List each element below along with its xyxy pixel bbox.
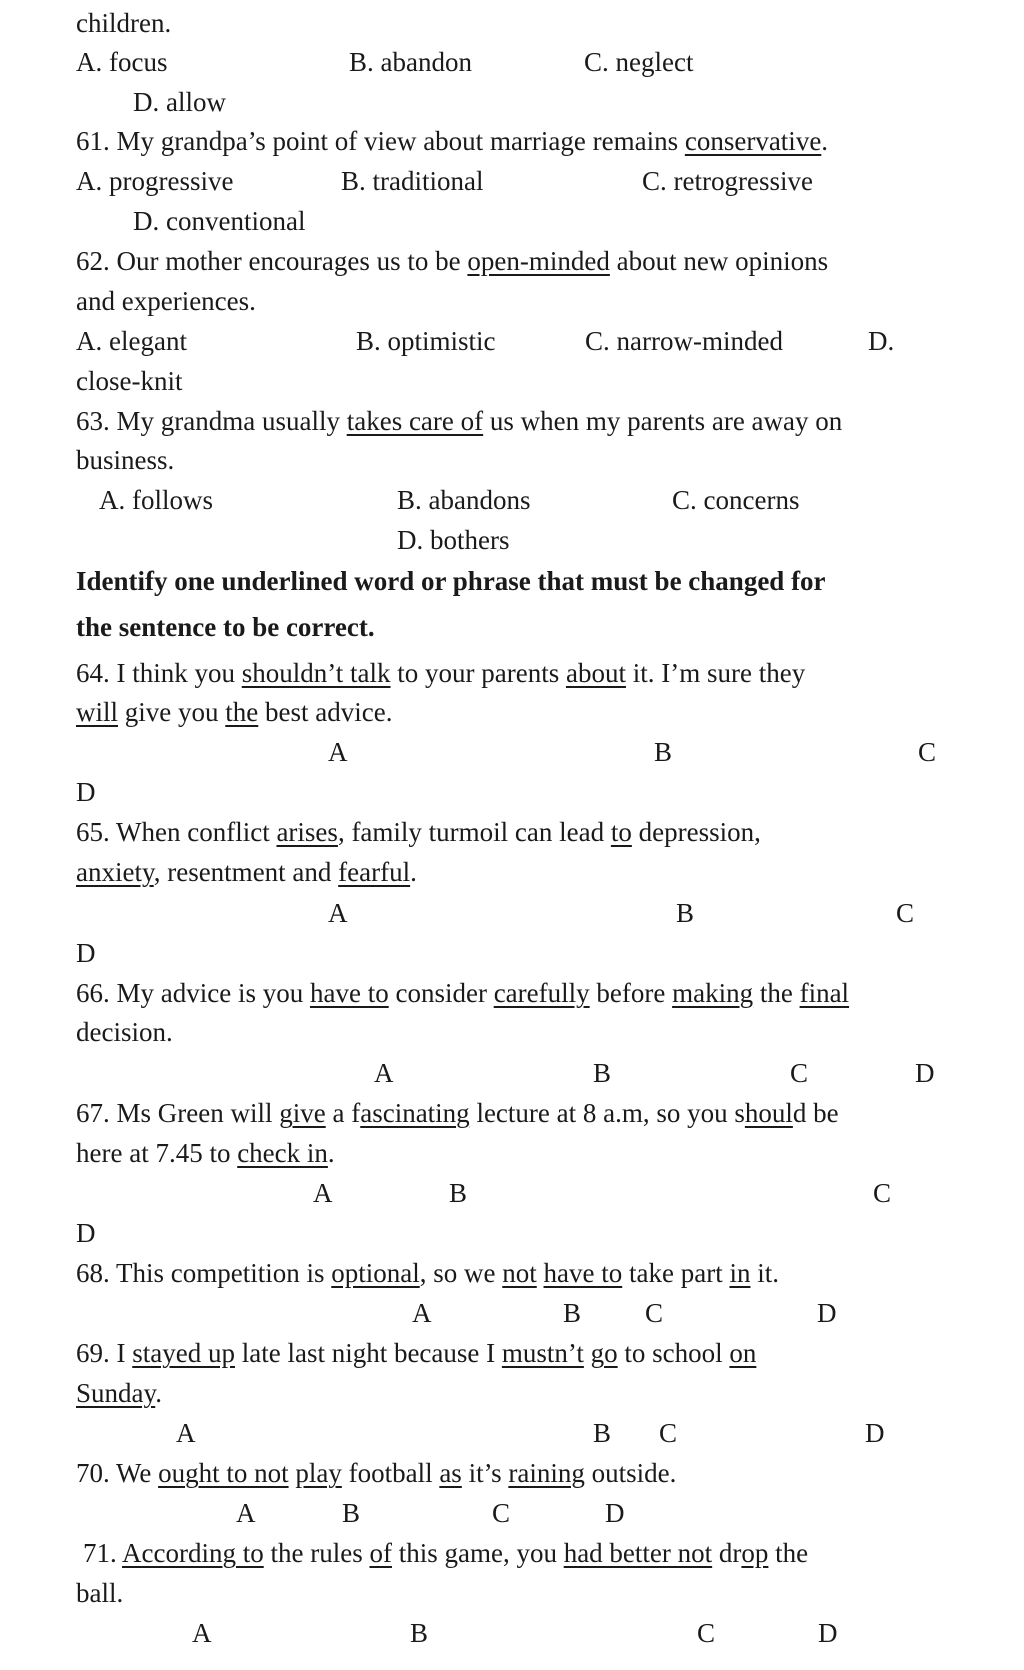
q70-underlined-b: play bbox=[295, 1458, 342, 1488]
q66-label-a: A bbox=[374, 1058, 394, 1088]
q69-underlined-d: on bbox=[729, 1338, 757, 1368]
q70-label-a: A bbox=[236, 1498, 256, 1528]
q71-stem: 71. According to the rules of this game, you had better not drop the bbox=[83, 1538, 809, 1568]
q69-underlined-a: stayed up bbox=[132, 1338, 235, 1368]
q70-label-c: C bbox=[492, 1498, 511, 1528]
section-instruction-line2: the sentence to be correct. bbox=[76, 612, 375, 642]
q61-stem: 61. My grandpa’s point of view about marriage remains conservative. bbox=[76, 126, 829, 156]
q68-stem: 68. This competition is optional, so we not have to take part in it. bbox=[76, 1258, 779, 1288]
q63-option-d: D. bothers bbox=[397, 525, 510, 555]
q68-underlined-d: in bbox=[729, 1258, 751, 1288]
q64-stem: 64. I think you shouldn’t talk to your parents about it. I’m sure they bbox=[76, 658, 806, 688]
q67-stem: 67. Ms Green will give a fascinating lecture at 8 a.m, so you should be bbox=[76, 1098, 839, 1128]
q63-stem-line2: business. bbox=[76, 445, 175, 475]
q62-option-c: C. narrow-minded bbox=[585, 326, 783, 356]
q65-stem-line2: anxiety, resentment and fearful. bbox=[76, 857, 417, 887]
q68-underlined-c: have to bbox=[543, 1258, 623, 1288]
q71-underlined-a: According to bbox=[122, 1538, 264, 1568]
q60-option-a: A. focus bbox=[76, 47, 168, 77]
q66-label-d: D bbox=[915, 1058, 935, 1088]
q66-label-c: C bbox=[790, 1058, 809, 1088]
q60-stem-tail: children. bbox=[76, 8, 172, 38]
q67-underlined-a: give bbox=[279, 1098, 326, 1128]
q68-label-a: A bbox=[412, 1298, 432, 1328]
q60-option-b: B. abandon bbox=[349, 47, 472, 77]
q69-underlined-d2: Sunday bbox=[76, 1378, 156, 1408]
q70-underlined-a: ought to not bbox=[158, 1458, 289, 1488]
q65-underlined-a: arises bbox=[276, 817, 338, 847]
q65-label-a: A bbox=[328, 898, 348, 928]
q63-option-b: B. abandons bbox=[397, 485, 531, 515]
q61-option-b: B. traditional bbox=[341, 166, 484, 196]
q71-label-b: B bbox=[410, 1618, 429, 1648]
q71-stem-line2: ball. bbox=[76, 1578, 124, 1608]
q62-option-b: B. optimistic bbox=[356, 326, 496, 356]
q65-underlined-c: anxiety bbox=[76, 857, 154, 887]
q64-label-c: C bbox=[918, 737, 937, 767]
q64-label-d: D bbox=[76, 777, 96, 807]
q62-stem-line2: and experiences. bbox=[76, 286, 256, 316]
q66-underlined-d: final bbox=[799, 978, 850, 1008]
q67-label-a: A bbox=[313, 1178, 333, 1208]
q67-underlined-d: check in bbox=[237, 1138, 328, 1168]
q67-label-c: C bbox=[873, 1178, 892, 1208]
q65-label-d: D bbox=[76, 938, 96, 968]
q71-underlined-b: of bbox=[369, 1538, 392, 1568]
q60-option-d: D. allow bbox=[133, 87, 226, 117]
q62-stem: 62. Our mother encourages us to be open-minded about new opinions bbox=[76, 246, 829, 276]
q71-underlined-d: op bbox=[741, 1538, 769, 1568]
q67-stem-line2: here at 7.45 to check in. bbox=[76, 1138, 335, 1168]
q68-label-d: D bbox=[817, 1298, 837, 1328]
q66-underlined-a: have to bbox=[309, 978, 389, 1008]
q65-underlined-d: fearful bbox=[338, 857, 411, 887]
q67-underlined-b: ascinating bbox=[360, 1098, 470, 1128]
q65-underlined-b: to bbox=[610, 817, 632, 847]
q68-underlined-a: optional bbox=[331, 1258, 420, 1288]
q69-underlined-c: go bbox=[590, 1338, 618, 1368]
q69-label-a: A bbox=[176, 1418, 196, 1448]
q61-option-d: D. conventional bbox=[133, 206, 306, 236]
section-instruction-line1: Identify one underlined word or phrase that must be changed for bbox=[76, 566, 826, 596]
q70-stem: 70. We ought to not play football as it’s raining outside. bbox=[76, 1458, 677, 1488]
q71-underlined-c: had better not bbox=[563, 1538, 713, 1568]
q63-option-a: A. follows bbox=[99, 485, 213, 515]
q63-stem: 63. My grandma usually takes care of us when my parents are away on bbox=[76, 406, 843, 436]
q69-label-b: B bbox=[593, 1418, 612, 1448]
q64-underlined-b: about bbox=[565, 658, 626, 688]
q64-underlined-a: shouldn’t talk bbox=[241, 658, 391, 688]
q64-underlined-c: will bbox=[76, 697, 119, 727]
q65-label-b: B bbox=[676, 898, 695, 928]
q64-stem-line2: will give you the best advice. bbox=[76, 697, 393, 727]
q64-label-b: B bbox=[654, 737, 673, 767]
q64-label-a: A bbox=[328, 737, 348, 767]
q66-underlined-b: carefully bbox=[493, 978, 590, 1008]
q63-underlined: takes care of bbox=[346, 406, 484, 436]
q60-option-c: C. neglect bbox=[584, 47, 694, 77]
q61-option-a: A. progressive bbox=[76, 166, 234, 196]
q69-label-c: C bbox=[659, 1418, 678, 1448]
q66-underlined-c: making bbox=[672, 978, 754, 1008]
q69-label-d: D bbox=[865, 1418, 885, 1448]
q70-label-d: D bbox=[605, 1498, 625, 1528]
q66-stem: 66. My advice is you have to consider carefully before making the final bbox=[76, 978, 850, 1008]
q61-underlined: conservative bbox=[684, 126, 822, 156]
q68-label-b: B bbox=[563, 1298, 582, 1328]
q63-option-c: C. concerns bbox=[672, 485, 800, 515]
q67-underlined-c: houl bbox=[744, 1098, 793, 1128]
q62-option-d-prefix: D. bbox=[868, 326, 895, 356]
q62-option-a: A. elegant bbox=[76, 326, 187, 356]
q69-underlined-b: mustn’t bbox=[501, 1338, 584, 1368]
q69-stem-line2: Sunday. bbox=[76, 1378, 162, 1408]
q65-label-c: C bbox=[896, 898, 915, 928]
q71-label-c: C bbox=[697, 1618, 716, 1648]
q67-label-d: D bbox=[76, 1218, 96, 1248]
q67-label-b: B bbox=[449, 1178, 468, 1208]
q65-stem: 65. When conflict arises, family turmoil can lead to depression, bbox=[76, 817, 761, 847]
q71-label-a: A bbox=[192, 1618, 212, 1648]
q66-label-b: B bbox=[593, 1058, 612, 1088]
q61-option-c: C. retrogressive bbox=[642, 166, 813, 196]
q66-stem-line2: decision. bbox=[76, 1017, 173, 1047]
q70-underlined-c: as bbox=[439, 1458, 462, 1488]
q70-label-b: B bbox=[342, 1498, 361, 1528]
q68-label-c: C bbox=[645, 1298, 664, 1328]
q70-underlined-d: raining bbox=[508, 1458, 585, 1488]
q68-underlined-b: not bbox=[502, 1258, 537, 1288]
q64-underlined-d: the bbox=[225, 697, 259, 727]
q62-underlined: open-minded bbox=[467, 246, 610, 276]
q69-stem: 69. I stayed up late last night because I mustn’t go to school on bbox=[76, 1338, 757, 1368]
q71-label-d: D bbox=[818, 1618, 838, 1648]
q62-option-d-text: close-knit bbox=[76, 366, 183, 396]
